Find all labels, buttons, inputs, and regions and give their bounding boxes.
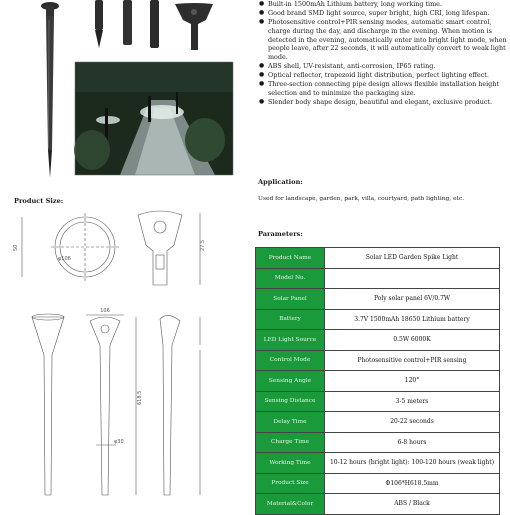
param-key: Working Time: [256, 453, 325, 474]
table-row: [256, 371, 500, 392]
feature-item: ● Photosensitive control+PIR sensing modes, automatic smart control, charge during the day, and discharge in the evening. When motion is detected in the evening, automatically enter into bright light mode, when people leave, after 22 seconds, it will automatically convert to weak light mode.: [258, 18, 508, 61]
table-row: [256, 473, 500, 494]
parameters-title: Parameters:: [258, 230, 303, 238]
table-row: [256, 330, 500, 351]
table-row: [256, 453, 500, 474]
param-key: Sensing Distance: [256, 391, 325, 412]
param-key: Battery: [256, 309, 325, 330]
table-row: [256, 248, 500, 269]
feature-item: ● ABS shell, UV-resistant, anti-corrosion, IP65 rating.: [258, 62, 508, 71]
param-key: LED Light Source: [256, 330, 325, 351]
head-front-view: [138, 211, 182, 285]
elevation-view-right: [160, 315, 180, 495]
dim-diameter: φ106: [58, 256, 71, 262]
night-scene-photo: [74, 62, 233, 175]
param-value: 6-8 hours: [325, 432, 500, 453]
feature-list: [258, 0, 508, 107]
param-value: 120°: [325, 371, 500, 392]
parameters-table: [255, 247, 500, 515]
table-row: [256, 268, 500, 289]
param-value: [325, 268, 500, 289]
param-value: Φ106*H618.5mm: [325, 473, 500, 494]
param-key: Product Size: [256, 473, 325, 494]
param-key: Model No.: [256, 268, 325, 289]
param-value: 20-22 seconds: [325, 412, 500, 433]
param-key: Solar Panel: [256, 289, 325, 310]
param-key: Product Name: [256, 248, 325, 269]
pipe-sections-photo: [95, 0, 213, 50]
feature-item: ● Slender body shape design, beautiful and elegant, exclusive product.: [258, 98, 508, 107]
param-key: Material&Color: [256, 494, 325, 515]
feature-item: ● Built-in 1500mAh Lithium battery, long working time.: [258, 0, 508, 9]
param-key: Sensing Angle: [256, 371, 325, 392]
table-row: [256, 494, 500, 515]
param-key: Delay Time: [256, 412, 325, 433]
application-text: Used for landscape, garden, park, villa, courtyard, path lighting, etc.: [258, 196, 465, 202]
param-value: ABS / Black: [325, 494, 500, 515]
table-row: [256, 289, 500, 310]
spike-light-photo: [41, 2, 59, 178]
application-title: Application:: [258, 178, 303, 186]
param-key: Control Mode: [256, 350, 325, 371]
table-row: [256, 350, 500, 371]
elevation-view-left: [32, 317, 64, 495]
param-value: 0.5W 6000K: [325, 330, 500, 351]
param-value: 3-5 meters: [325, 391, 500, 412]
feature-item: ● Good brand SMD light source, super bright, high CRI, long lifespan.: [258, 9, 508, 18]
param-value: 3.7V 1500mAh 18650 Lithium battery: [325, 309, 500, 330]
feature-item: ● Three-section connecting pipe design allows flexible installation height selection and to minimize the packaging size.: [258, 80, 508, 97]
param-value: Solar LED Garden Spike Light: [325, 248, 500, 269]
table-row: [256, 432, 500, 453]
dim-head: 27.5: [200, 239, 206, 251]
table-row: [256, 412, 500, 433]
elevation-view-center: [90, 317, 120, 495]
dim-top: 50: [13, 244, 19, 251]
param-value: Poly solar panel 6V/0.7W: [325, 289, 500, 310]
table-row: [256, 391, 500, 412]
feature-item: ● Optical reflector, trapezoid light distribution, perfect lighting effect.: [258, 71, 508, 80]
table-row: [256, 309, 500, 330]
param-key: Charge Time: [256, 432, 325, 453]
product-photo-area: [0, 0, 250, 185]
dim-height: 618.5: [137, 390, 143, 405]
technical-drawings: [0, 205, 250, 502]
param-value: Photosensitive control+PIR sensing: [325, 350, 500, 371]
product-size-title: Product Size:: [14, 197, 64, 205]
dim-pipe-diameter: φ30: [114, 439, 124, 445]
param-value: 10-12 hours (bright light): 100-120 hours (weak light): [325, 453, 500, 474]
dim-width: 106: [100, 308, 110, 314]
